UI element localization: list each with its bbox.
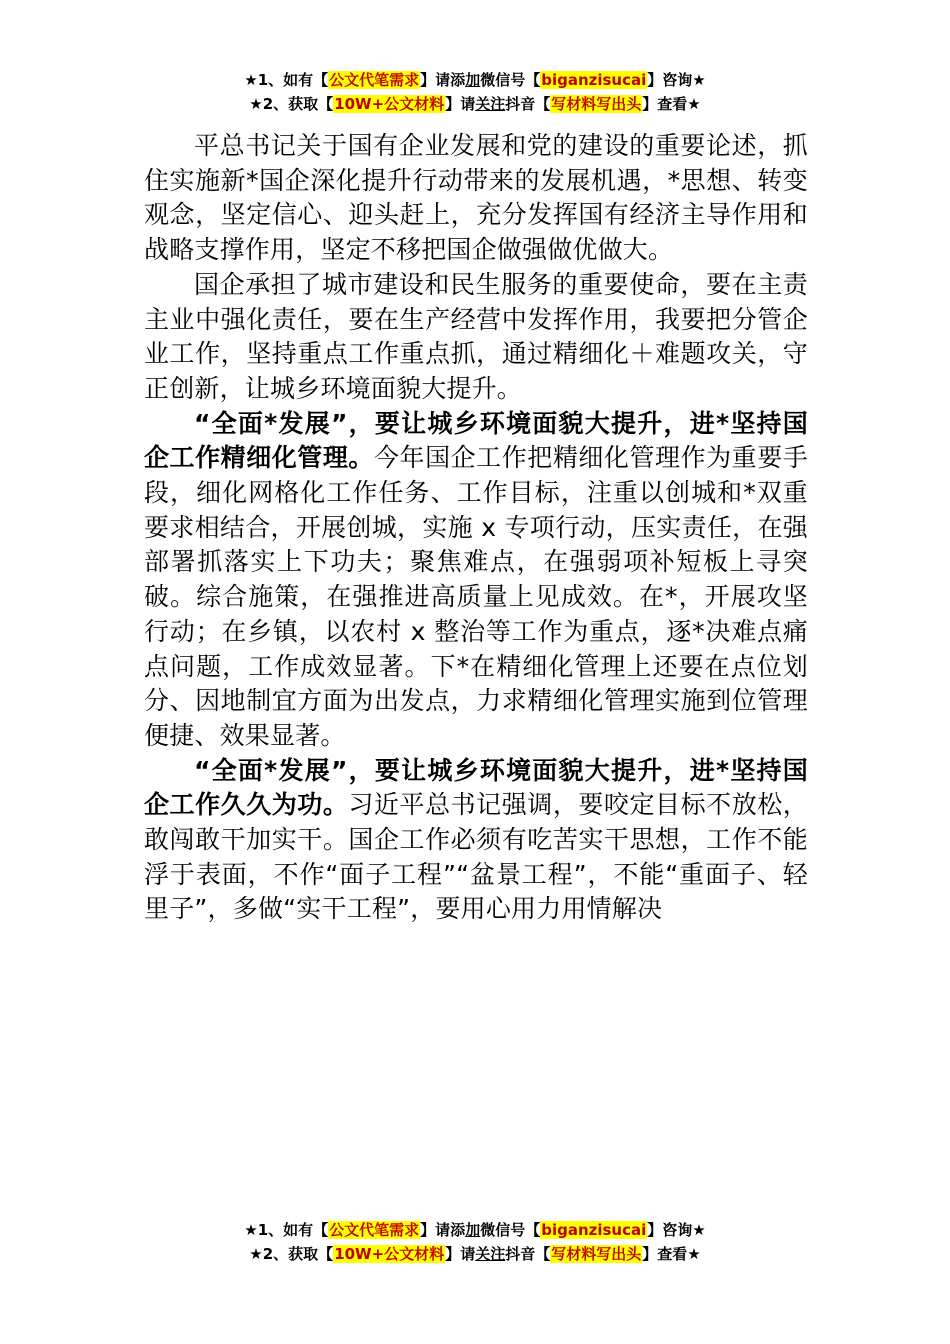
paragraph — [144, 268, 808, 407]
banner-text: 微信号【 — [480, 1221, 541, 1239]
paragraph — [144, 129, 808, 268]
document-body — [144, 129, 808, 927]
paragraph — [144, 407, 808, 754]
banner-text: 关注 — [475, 95, 506, 113]
paragraph-text: 平总书记关于国有企业发展和党的建设的重要论述，抓住实施新*国企深化提升行动带来的发展机遇，*思想、转变观念，坚定信心、迎头赶上，充分发挥国有经济主导作用和战略支撑作用，坚定不移把国企做强做优做大。 — [144, 131, 808, 265]
banner-text: ★2、获取【 — [249, 1245, 334, 1263]
banner-highlight: 10W+公文材料 — [334, 1245, 445, 1263]
banner-text: ★1、如有【 — [244, 1221, 329, 1239]
banner-highlight: 公文代笔需求 — [329, 71, 420, 89]
banner-text: 】请添 — [420, 71, 466, 89]
banner-text: 微信号【 — [480, 71, 541, 89]
banner-text: 加 — [465, 71, 481, 89]
banner-text: 】请添 — [420, 1221, 466, 1239]
banner-text: ★1、如有【 — [244, 71, 329, 89]
banner-text: 抖音【 — [505, 95, 551, 113]
banner-text: 】咨询★ — [647, 71, 706, 89]
paragraph-text: 国企承担了城市建设和民生服务的重要使命，要在主责主业中强化责任，要在生产经营中发挥作用，我要把分管企业工作，坚持重点工作重点抓，通过精细化＋难题攻关，守正创新，让城乡环境面貌大提升。 — [144, 269, 808, 403]
banner-line-1 — [0, 68, 950, 92]
banner-text: 抖音【 — [505, 1245, 551, 1263]
banner-text: 】请 — [445, 95, 476, 113]
banner-text: ★2、获取【 — [249, 95, 334, 113]
footer-banner — [0, 1218, 950, 1266]
banner-text: 】查看★ — [642, 1245, 701, 1263]
banner-highlight: 公文代笔需求 — [329, 1221, 420, 1239]
paragraph-text: 今年国企工作把精细化管理作为重要手段，细化网格化工作任务、工作目标，注重以创城和*双重要求相结合，开展创城，实施 x 专项行动，压实责任，在强部署抓落实上下功夫；聚焦难点，在强弱项补短板上寻突破。综合施策，在强推进高质量上见成效。在*，开展攻坚行动；在乡镇，以农村 x 整治等工作为重点，逐*决难点痛点问题，工作成效显著。下*在精细化管理上还要在点位划分、因地制宜方面为出发点，力求精细化管理实施到位管理便捷、效果显著。 — [144, 443, 808, 750]
banner-line-1 — [0, 1218, 950, 1242]
banner-text: 】请 — [445, 1245, 476, 1263]
banner-highlight: biganzisucai — [541, 71, 647, 89]
banner-line-2 — [0, 92, 950, 116]
header-banner — [0, 68, 950, 116]
banner-text: 关注 — [475, 1245, 506, 1263]
paragraph-heading: “全面*发展”，要让城乡环境面貌大提升，进*坚持国企工作精细化管理。 — [144, 408, 808, 473]
paragraph — [144, 754, 808, 928]
banner-line-2 — [0, 1242, 950, 1266]
paragraph-text: 习近平总书记强调，要咬定目标不放松，敢闯敢干加实干。国企工作必须有吃苦实干思想，工作不能浮于表面，不作“面子工程”“盆景工程”，不能“重面子、轻里子”，多做“实干工程”，要用心用力用情解决 — [144, 790, 808, 924]
paragraph-heading: “全面*发展”，要让城乡环境面貌大提升，进*坚持国企工作久久为功。 — [144, 755, 808, 820]
banner-highlight: 写材料写出头 — [551, 95, 642, 113]
banner-highlight: 写材料写出头 — [551, 1245, 642, 1263]
banner-text: 】咨询★ — [647, 1221, 706, 1239]
banner-highlight: biganzisucai — [541, 1221, 647, 1239]
banner-text: 】查看★ — [642, 95, 701, 113]
banner-text: 加 — [465, 1221, 481, 1239]
banner-highlight: 10W+公文材料 — [334, 95, 445, 113]
